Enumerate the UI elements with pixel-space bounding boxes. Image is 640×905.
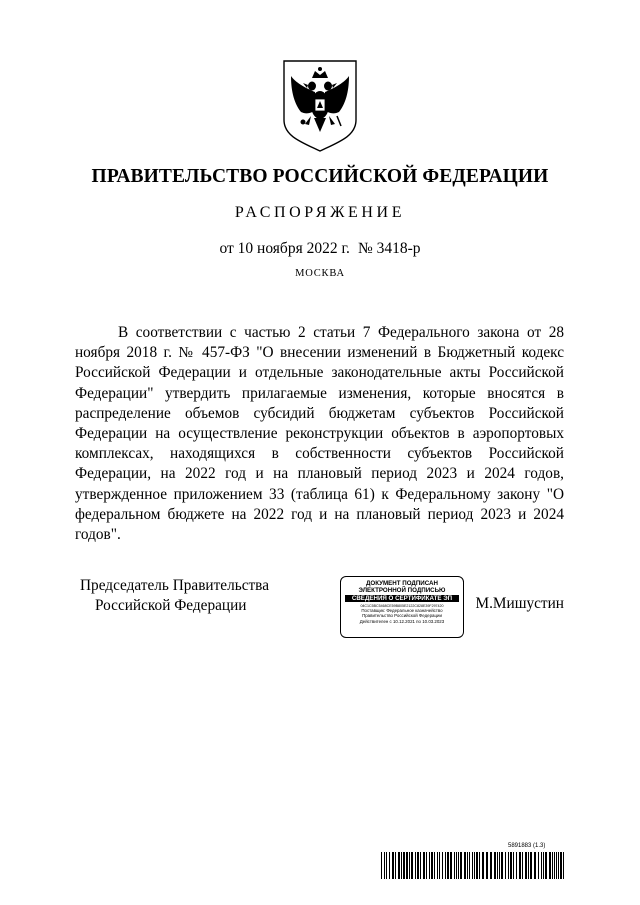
stamp-line1: ДОКУМЕНТ ПОДПИСАН — [366, 580, 438, 587]
stamp-owner: Правительство Российской Федерации — [362, 613, 442, 619]
signer-title-line2: Российской Федерации — [95, 596, 247, 614]
stamp-line2: ЭЛЕКТРОННОЙ ПОДПИСЬЮ — [358, 587, 446, 594]
city: МОСКВА — [295, 268, 345, 279]
stamp-validity: Действителен с 10.12.2021 по 10.03.2023 — [359, 618, 445, 624]
order-date: от 10 ноября 2022 г. — [219, 240, 350, 257]
stamp-issuer: Поставщик: Федеральное казначейство — [361, 608, 443, 613]
stamp-serial: 04C1C5BC5468CE59B805E2122C828E39F297420 — [360, 604, 444, 608]
document-type: РАСПОРЯЖЕНИЕ — [234, 204, 406, 221]
government-title: ПРАВИТЕЛЬСТВО РОССИЙСКОЙ ФЕДЕРАЦИИ — [91, 166, 549, 187]
barcode — [381, 852, 565, 879]
signer-name: М.Мишустин — [475, 595, 564, 612]
barcode-label: 5891883 (1.3) — [508, 843, 546, 849]
order-date-line — [0, 240, 640, 258]
order-number: № 3418-р — [357, 240, 421, 257]
signer-title — [80, 576, 269, 615]
signer-title-line1: Председатель Правительства — [80, 577, 269, 594]
electronic-signature-stamp — [340, 576, 464, 638]
stamp-certificate-header: СВЕДЕНИЯ О СЕРТИФИКАТЕ ЭП — [345, 595, 459, 602]
coat-of-arms-icon — [281, 58, 359, 154]
order-paragraph: В соответствии с частью 2 статьи 7 Федерального закона от 28 ноября 2018 г. № 457-ФЗ "О внесении изменений в Бюджетный кодекс Российской Федерации и отдельные законодательные акты Российской Федерации" утвердить прилагаемые изменения, которые вносятся в распределение объемов субсидий бюджетам субъектов Российской Федерации на осуществление реконструкции объектов в аэропортовых комплексах, находящихся в собственности субъектов Российской Федерации, на 2022 год и на плановый период 2023 и 2024 годов, утвержденное приложением 33 (таблица 61) к Федеральному закону "О федеральном бюджете на 2022 год и на плановый период 2023 и 2024 годов". — [75, 324, 564, 544]
